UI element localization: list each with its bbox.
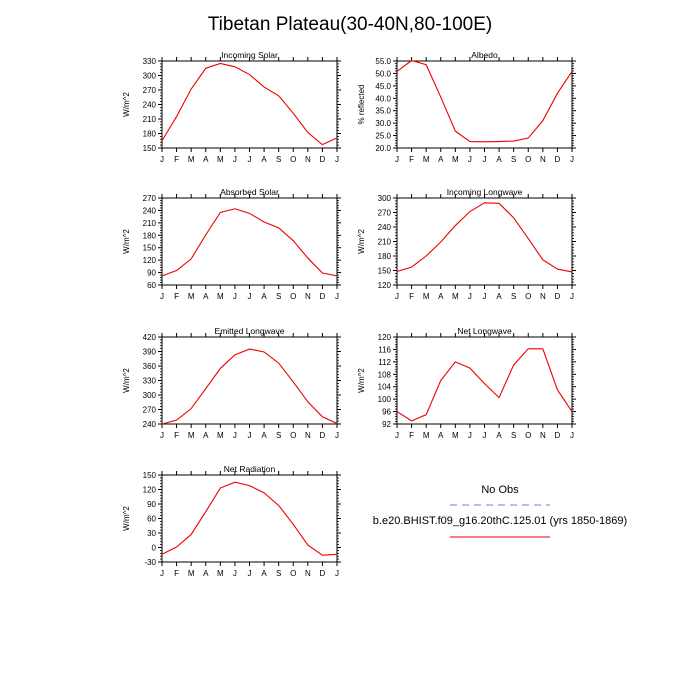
x-tick-label: J <box>395 292 399 301</box>
x-tick-label: J <box>335 569 339 578</box>
panel-emitted-longwave <box>122 326 341 440</box>
y-tick-label: 330 <box>142 57 156 66</box>
x-tick-label: A <box>261 431 267 440</box>
x-tick-label: S <box>510 431 517 440</box>
y-tick-label: 45.0 <box>375 81 391 91</box>
x-tick-label: N <box>539 292 546 301</box>
plot-frame <box>162 475 337 562</box>
x-tick-label: O <box>525 155 532 164</box>
x-tick-label: J <box>395 155 399 164</box>
x-tick-label: J <box>160 292 164 301</box>
y-tick-label: 60 <box>147 514 156 524</box>
x-tick-label: M <box>216 155 224 164</box>
x-tick-label: D <box>554 431 561 440</box>
y-tick-label: 270 <box>142 194 156 203</box>
y-axis-label: % reflected <box>357 84 366 125</box>
x-tick-label: N <box>539 155 546 164</box>
x-tick-label: A <box>203 431 209 440</box>
figure-title: Tibetan Plateau(30-40N,80-100E) <box>207 14 493 35</box>
x-tick-label: J <box>335 292 339 301</box>
y-tick-label: 330 <box>142 376 156 386</box>
x-tick-label: J <box>247 569 252 578</box>
x-tick-label: M <box>451 431 459 440</box>
x-tick-label: J <box>232 155 237 164</box>
y-tick-label: 210 <box>142 218 156 228</box>
x-tick-label: N <box>304 292 311 301</box>
x-tick-label: D <box>319 431 326 440</box>
x-tick-label: O <box>525 431 532 440</box>
x-tick-label: A <box>203 292 209 301</box>
x-tick-label: J <box>570 292 574 301</box>
x-tick-label: M <box>187 292 195 301</box>
x-tick-label: N <box>304 431 311 440</box>
x-tick-label: D <box>554 155 561 164</box>
y-tick-label: 210 <box>377 237 391 247</box>
x-tick-label: J <box>232 431 237 440</box>
y-tick-label: 360 <box>142 362 156 371</box>
x-tick-label: A <box>496 431 502 440</box>
x-tick-label: S <box>275 155 282 164</box>
panel-incoming-solar <box>122 50 341 164</box>
x-tick-label: M <box>451 155 459 164</box>
y-tick-label: 50.0 <box>375 69 391 79</box>
y-tick-label: 116 <box>378 345 391 355</box>
panel-incoming-longwave <box>357 187 576 301</box>
panel-net-radiation <box>122 464 341 578</box>
x-tick-label: J <box>570 155 574 164</box>
y-tick-label: 92 <box>382 420 391 429</box>
y-tick-label: 55.0 <box>375 57 391 66</box>
y-tick-label: 96 <box>382 407 391 417</box>
y-tick-label: 270 <box>377 208 391 218</box>
series-line <box>162 482 337 555</box>
y-tick-label: 25.0 <box>375 131 391 141</box>
y-tick-label: 180 <box>142 231 156 241</box>
x-tick-label: M <box>187 431 195 440</box>
y-tick-label: 30.0 <box>375 119 391 129</box>
x-tick-label: D <box>319 569 326 578</box>
x-tick-label: A <box>438 155 444 164</box>
y-tick-label: 35.0 <box>375 106 391 116</box>
x-tick-label: J <box>160 431 164 440</box>
series-line <box>162 209 337 276</box>
plot-frame <box>162 198 337 285</box>
y-tick-label: 240 <box>142 100 156 110</box>
y-tick-label: 100 <box>377 395 391 405</box>
x-tick-label: N <box>304 155 311 164</box>
x-tick-label: O <box>525 292 532 301</box>
x-tick-label: N <box>539 431 546 440</box>
panel-title: Net Longwave <box>457 326 512 336</box>
x-tick-label: J <box>467 155 472 164</box>
panel-net-longwave <box>357 326 576 440</box>
x-tick-label: S <box>275 569 282 578</box>
x-tick-label: F <box>409 155 415 164</box>
x-tick-label: A <box>203 155 209 164</box>
y-tick-label: -30 <box>144 558 156 567</box>
x-tick-label: J <box>467 292 472 301</box>
y-tick-label: 60 <box>147 281 156 290</box>
y-tick-label: 108 <box>377 370 391 380</box>
y-axis-label: W/m^2 <box>357 368 366 393</box>
x-tick-label: O <box>290 155 297 164</box>
chart-panels <box>122 50 576 578</box>
x-tick-label: J <box>232 292 237 301</box>
y-tick-label: 180 <box>377 252 391 261</box>
x-tick-label: A <box>261 569 267 578</box>
panel-albedo <box>357 50 576 164</box>
plot-frame <box>397 61 572 148</box>
x-tick-label: A <box>438 431 444 440</box>
x-tick-label: J <box>247 292 252 301</box>
y-tick-label: 20.0 <box>375 144 391 153</box>
y-tick-label: 300 <box>142 391 156 400</box>
y-tick-label: 420 <box>142 333 156 342</box>
x-tick-label: J <box>482 431 487 440</box>
x-tick-label: F <box>174 569 180 578</box>
y-tick-label: 270 <box>142 86 156 95</box>
y-tick-label: 390 <box>142 347 156 357</box>
x-tick-label: M <box>216 569 224 578</box>
y-axis-label: W/m^2 <box>357 229 366 254</box>
panel-title: Incoming Solar <box>221 50 278 60</box>
y-tick-label: 240 <box>377 223 391 232</box>
x-tick-label: J <box>160 569 164 578</box>
y-tick-label: 300 <box>142 71 156 81</box>
x-tick-label: M <box>216 431 224 440</box>
x-tick-label: A <box>496 155 502 164</box>
panel-title: Emitted Longwave <box>214 326 285 336</box>
y-tick-label: 150 <box>377 266 391 276</box>
panel-title: Albedo <box>471 50 498 60</box>
y-tick-label: 240 <box>142 206 156 216</box>
x-tick-label: J <box>395 431 399 440</box>
x-tick-label: O <box>290 569 297 578</box>
x-tick-label: M <box>422 155 430 164</box>
y-axis-label: W/m^2 <box>122 506 131 531</box>
y-tick-label: 270 <box>142 405 156 415</box>
y-tick-label: 120 <box>377 281 391 290</box>
y-tick-label: 120 <box>142 485 156 495</box>
y-tick-label: 30 <box>147 529 156 538</box>
x-tick-label: M <box>451 292 459 301</box>
x-tick-label: A <box>203 569 209 578</box>
y-tick-label: 300 <box>377 194 391 203</box>
x-tick-label: S <box>275 292 282 301</box>
y-tick-label: 150 <box>142 144 156 153</box>
y-tick-label: 150 <box>142 471 156 480</box>
x-tick-label: J <box>247 155 252 164</box>
x-tick-label: M <box>216 292 224 301</box>
x-tick-label: M <box>187 569 195 578</box>
series-line <box>162 63 337 144</box>
y-tick-label: 210 <box>142 115 156 124</box>
legend-model-label: b.e20.BHIST.f09_g16.20thC.125.01 (yrs 1850-1869) <box>372 515 628 527</box>
x-tick-label: D <box>319 292 326 301</box>
x-tick-label: J <box>482 292 487 301</box>
plot-frame <box>397 198 572 285</box>
panel-title: Incoming Longwave <box>446 187 523 197</box>
y-tick-label: 104 <box>377 382 391 392</box>
panel-absorbed-solar <box>122 187 341 301</box>
series-line <box>397 203 572 272</box>
x-tick-label: A <box>438 292 444 301</box>
y-axis-label: W/m^2 <box>122 92 131 117</box>
x-tick-label: S <box>510 292 517 301</box>
plot-frame <box>397 337 572 424</box>
x-tick-label: J <box>482 155 487 164</box>
legend <box>373 484 627 537</box>
y-axis-label: W/m^2 <box>122 368 131 393</box>
y-tick-label: 0 <box>151 543 156 553</box>
x-tick-label: M <box>187 155 195 164</box>
y-tick-label: 150 <box>142 243 156 253</box>
x-tick-label: M <box>422 292 430 301</box>
x-tick-label: J <box>335 155 339 164</box>
x-tick-label: O <box>290 292 297 301</box>
x-tick-label: D <box>319 155 326 164</box>
x-tick-label: D <box>554 292 561 301</box>
x-tick-label: F <box>174 431 180 440</box>
x-tick-label: M <box>422 431 430 440</box>
series-line <box>162 349 337 424</box>
legend-obs-label: No Obs <box>481 484 519 496</box>
y-tick-label: 180 <box>142 129 156 139</box>
x-tick-label: F <box>174 292 180 301</box>
y-tick-label: 112 <box>378 357 391 367</box>
x-tick-label: S <box>275 431 282 440</box>
y-tick-label: 90 <box>147 500 156 509</box>
x-tick-label: A <box>261 292 267 301</box>
series-line <box>397 349 572 421</box>
x-tick-label: J <box>570 431 574 440</box>
panel-title: Net Radiation <box>223 464 276 474</box>
x-tick-label: J <box>247 431 252 440</box>
x-tick-label: J <box>467 431 472 440</box>
x-tick-label: A <box>496 292 502 301</box>
y-tick-label: 240 <box>142 420 156 429</box>
y-tick-label: 40.0 <box>375 94 391 104</box>
x-tick-label: J <box>335 431 339 440</box>
x-tick-label: A <box>261 155 267 164</box>
y-axis-label: W/m^2 <box>122 229 131 254</box>
x-tick-label: S <box>510 155 517 164</box>
x-tick-label: F <box>409 292 415 301</box>
x-tick-label: J <box>160 155 164 164</box>
y-tick-label: 120 <box>142 256 156 266</box>
y-tick-label: 120 <box>377 333 391 342</box>
x-tick-label: N <box>304 569 311 578</box>
series-line <box>397 61 572 142</box>
panel-title: Absorbed Solar <box>220 187 279 197</box>
x-tick-label: F <box>409 431 415 440</box>
x-tick-label: O <box>290 431 297 440</box>
x-tick-label: F <box>174 155 180 164</box>
x-tick-label: J <box>232 569 237 578</box>
y-tick-label: 90 <box>147 268 156 278</box>
